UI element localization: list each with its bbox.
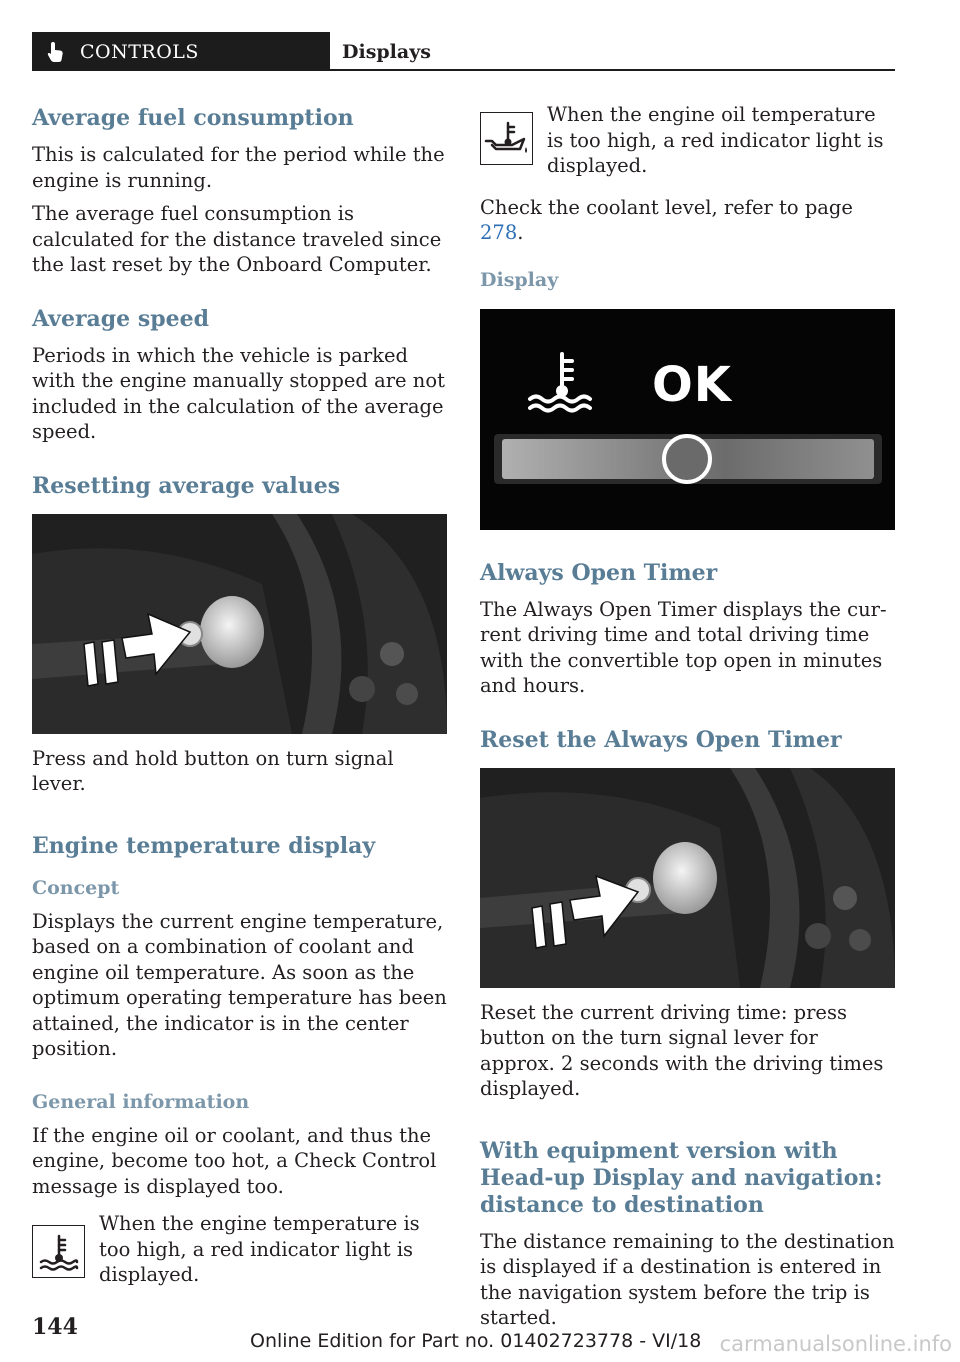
heading-average-fuel-consumption: Average fuel consumption <box>32 105 354 131</box>
display-ok-label: OK <box>652 356 732 413</box>
heading-hud-distance-to-destination: With equipment version with Head-up Display and navigation: distance to destination <box>480 1137 883 1218</box>
page-reference-link[interactable]: 278 <box>480 221 518 244</box>
heading-concept: Concept <box>32 876 120 899</box>
heading-reset-always-open-timer: Reset the Always Open Timer <box>480 726 842 753</box>
paragraph: Periods in which the vehicle is parked with the engine manually stopped are not included in the calculation of the average speed. <box>32 343 445 443</box>
page-header <box>32 32 895 71</box>
paragraph: Press and hold button on turn signal lever. <box>32 746 394 795</box>
paragraph: If the engine oil or coolant, and thus the engine, become too hot, a Check Control message is displayed too. <box>32 1123 437 1198</box>
paragraph: Displays the current engine temperature, based on a combination of coolant and engine oil temperature. As soon as the optimum operating temperature has been attained, the indicator is in the center position. <box>32 909 447 1060</box>
heading-resetting-average-values: Resetting average values <box>32 472 341 499</box>
heading-average-speed: Average speed <box>32 305 209 332</box>
paragraph: When the engine oil temperature is too high, a red indicator light is displayed. <box>547 103 884 177</box>
heading-always-open-timer: Always Open Timer <box>480 559 718 586</box>
paragraph: The distance remaining to the destination is displayed if a destination is entered in the navigation system before the trip is started. <box>480 1229 895 1329</box>
section-tab <box>32 32 330 71</box>
coolant-temperature-icon <box>32 1225 85 1278</box>
oil-temperature-icon <box>480 112 533 165</box>
right-column <box>480 105 895 1339</box>
turn-signal-lever-photo <box>32 514 447 734</box>
heading-engine-temperature-display: Engine temperature display <box>32 832 376 859</box>
turn-signal-lever-photo-2 <box>480 768 895 988</box>
pointing-hand-icon <box>32 32 80 71</box>
heading-display: Display <box>480 268 559 291</box>
page-number: 144 <box>32 1314 78 1340</box>
engine-temp-warning <box>32 1211 447 1288</box>
chapter-title: Displays <box>342 40 431 63</box>
paragraph: The average fuel consumption is calculated for the distance traveled since the last reset by the Onboard Computer. <box>32 202 442 276</box>
heading-general-information: General information <box>32 1090 250 1113</box>
temperature-display-screen <box>480 309 895 530</box>
paragraph-coolant: Check the coolant level, refer to page 278. <box>480 195 853 244</box>
paragraph: This is calculated for the period while the engine is running. <box>32 143 445 192</box>
footer-edition: Online Edition for Part no. 01402723778 - VI/18 <box>250 1330 702 1352</box>
left-column <box>32 105 447 1288</box>
oil-temp-warning <box>480 102 895 179</box>
section-title: CONTROLS <box>80 40 199 63</box>
paragraph: The Always Open Timer displays the current driving time and total driving time with the convertible top open in minutes and hours. <box>480 597 887 697</box>
header-rule <box>330 69 895 71</box>
watermark: carmanualsonline.info <box>719 1332 952 1356</box>
paragraph: When the engine temperature is too high, a red indicator light is displayed. <box>99 1212 420 1286</box>
paragraph: Reset the current driving time: press button on the turn signal lever for approx. 2 seconds with the driving times displayed. <box>480 1000 884 1100</box>
